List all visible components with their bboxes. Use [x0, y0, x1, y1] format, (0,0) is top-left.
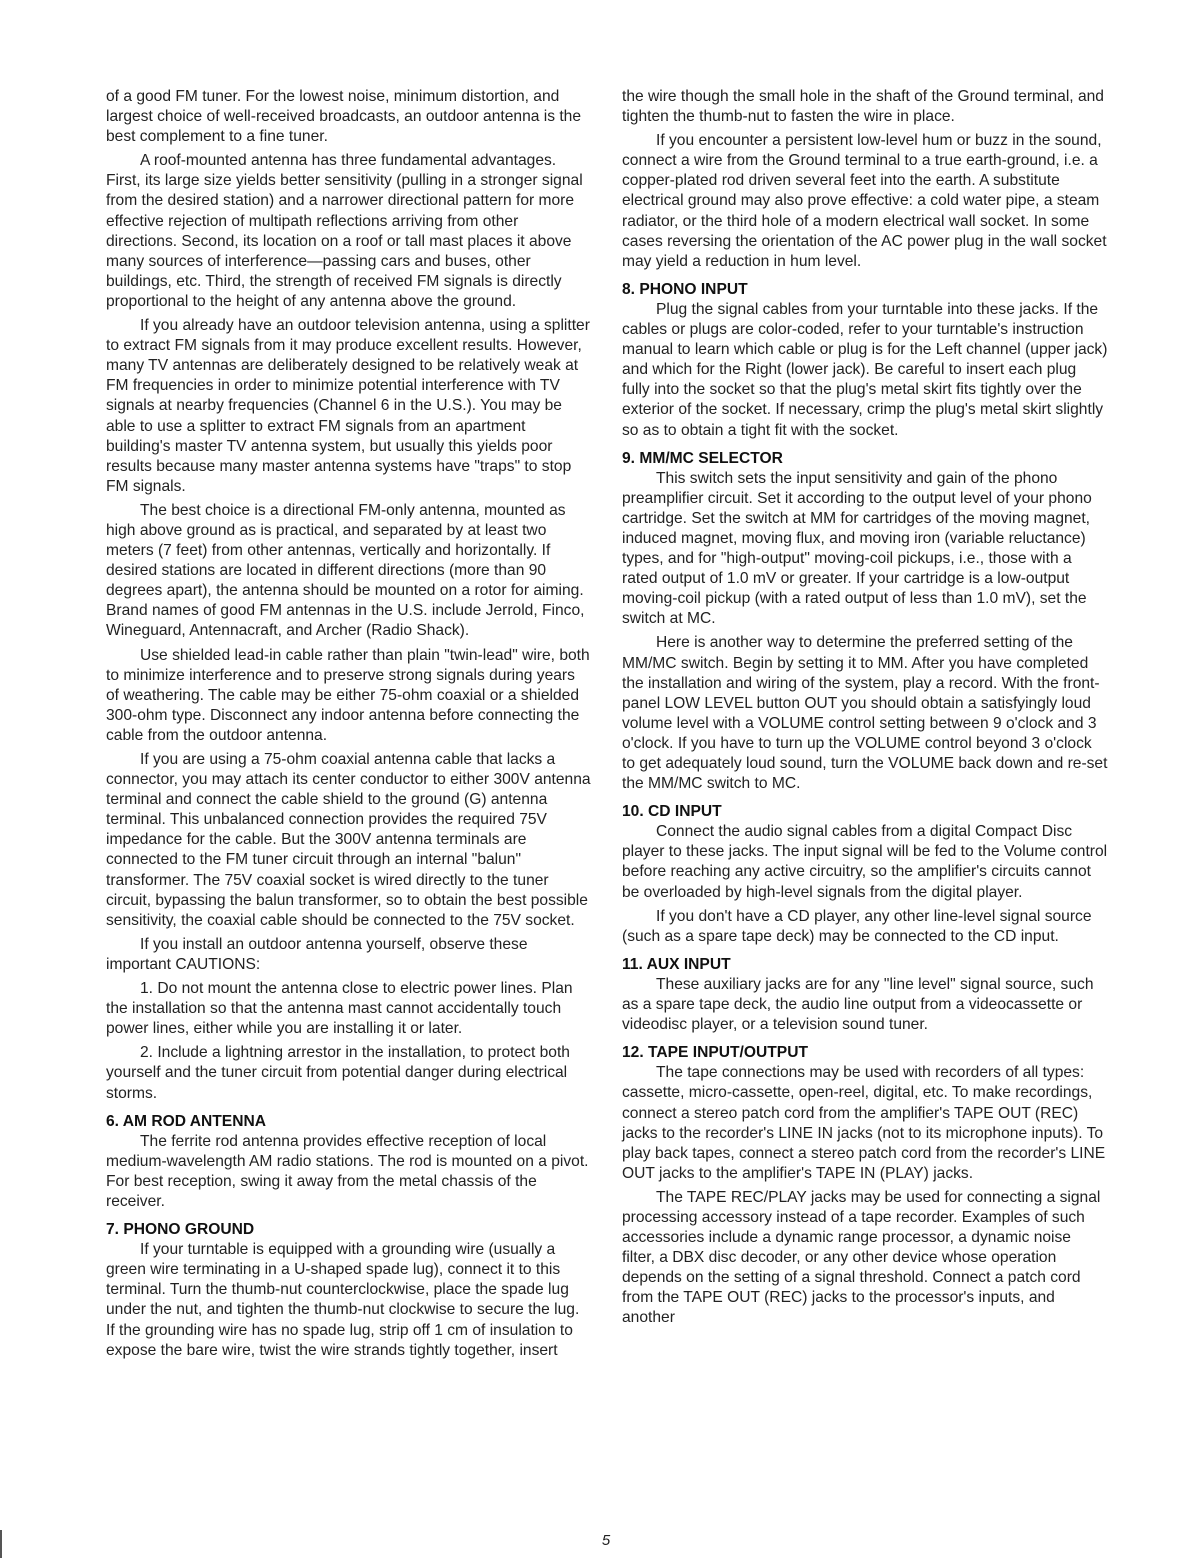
paragraph: Here is another way to determine the preferred setting of the MM/MC switch. Begin by setting it to MM. After you have completed the installation and wiring of the system, play a record. With the front-panel LOW LEVEL button OUT you should obtain a satisfyingly loud volume level with a VOLUME control setting between 9 o'clock and 3 o'clock. If you have to turn up the VOLUME control beyond 3 o'clock to get adequately loud sound, turn the VOLUME back down and re-set the MM/MC switch to MC.: [622, 634, 1108, 793]
paragraph: This switch sets the input sensitivity and gain of the phono preamplifier circuit. Set it according to the output level of your phono cartridge. Set the switch at MM for cartridges of the moving magnet, induced magnet, moving flux, and moving iron (variable reluctance) types, and for "high-output" moving-coil pickups, i.e., those with a rated output of 1.0 mV or greater. If your cartridge is a low-output moving-coil pickup (with a rated output of less than 1.0 mV), set the switch at MC.: [622, 469, 1092, 628]
paragraph: of a good FM tuner. For the lowest noise, minimum distortion, and largest choice of well-received broadcasts, an outdoor antenna is the best complement to a fine tuner.: [106, 88, 582, 146]
section-heading-phono-ground: 7. PHONO GROUND: [106, 1221, 255, 1239]
paragraph: the wire though the small hole in the shaft of the Ground terminal, and tighten the thumb-nut to fasten the wire in place.: [622, 88, 1104, 126]
section-heading-phono-input: 8. PHONO INPUT: [622, 280, 748, 298]
paragraph: Plug the signal cables from your turntable into these jacks. If the cables or plugs are color-coded, refer to your turntable's instruction manual to learn which cable or plug is for the Left channel (upper jack) and which for the Right (lower jack). Be careful to insert each plug fully into the socket so that the plug's metal skirt fits tightly over the exterior of the socket. If necessary, crimp the plug's metal skirt slightly so as to obtain a tight fit with the socket.: [622, 300, 1108, 439]
section-heading-am-rod-antenna: 6. AM ROD ANTENNA: [106, 1112, 266, 1130]
right-column: [622, 87, 1108, 1333]
paragraph: The tape connections may be used with recorders of all types: cassette, micro-cassette, open-reel, digital, etc. To make recordings, connect a stereo patch cord from the amplifier's TAPE OUT (REC) jacks to the recorder's LINE IN jacks (not to its microphone inputs). To play back tapes, connect a stereo patch cord from the recorder's LINE OUT jacks to the amplifier's TAPE IN (PLAY) jacks.: [622, 1064, 1106, 1182]
paragraph: The ferrite rod antenna provides effective reception of local medium-wavelength AM radio stations. The rod is mounted on a pivot. For best reception, swing it away from the metal chassis of the receiver.: [106, 1132, 589, 1210]
section-heading-tape-input-output: 12. TAPE INPUT/OUTPUT: [622, 1044, 808, 1062]
paragraph: If you don't have a CD player, any other line-level signal source (such as a spare tape deck) may be connected to the CD input.: [622, 907, 1092, 945]
paragraph: If you already have an outdoor television antenna, using a splitter to extract FM signals from it may produce excellent results. However, many TV antennas are deliberately designed to be relatively weak at FM frequencies in order to minimize potential interference with TV signals at nearby frequencies (Channel 6 in the U.S.). You may be able to use a splitter to extract FM signals from an apartment building's master TV antenna system, but usually this yields poor results because many master antenna systems have "traps" to stop FM signals.: [106, 317, 590, 495]
paragraph: If your turntable is equipped with a grounding wire (usually a green wire terminating in a U-shaped spade lug), connect it to this terminal. Turn the thumb-nut counterclockwise, place the spade lug under the nut, and tighten the thumb-nut clockwise to secure the lug. If the grounding wire has no spade lug, strip off 1 cm of insulation to expose the bare wire, twist the wire strands tightly together, insert: [106, 1241, 580, 1359]
paragraph: Use shielded lead-in cable rather than plain "twin-lead" wire, both to minimize interference and to preserve strong signals during years of weathering. The cable may be either 75-ohm coaxial or a shielded 300-ohm type. Disconnect any indoor antenna before connecting the cable from the outdoor antenna.: [106, 646, 590, 744]
paragraph: The TAPE REC/PLAY jacks may be used for connecting a signal processing accessory instead of a tape recorder. Examples of such accessories include a dynamic range processor, a dynamic noise filter, a DBX disc decoder, or any other device whose operation depends on the setting of a signal threshold. Connect a patch cord from the TAPE OUT (REC) jacks to the processor's inputs, and another: [622, 1188, 1101, 1327]
page-number: 5: [601, 1532, 611, 1549]
paragraph: Connect the audio signal cables from a digital Compact Disc player to these jacks. The input signal will be fed to the Volume control before reaching any active circuitry, so the amplifier's circuits cannot be overloaded by high-level signals from the digital player.: [622, 823, 1108, 901]
paragraph: These auxiliary jacks are for any "line level" signal source, such as a spare tape deck, the audio line output from a videocassette or videodisc player, or a television sound tuner.: [622, 975, 1094, 1034]
left-column: [106, 87, 592, 1365]
paragraph: If you are using a 75-ohm coaxial antenna cable that lacks a connector, you may attach its center conductor to either 300V antenna terminal and connect the cable shield to the ground (G) antenna terminal. This unbalanced connection provides the required 75V impedance for the cable. But the 300V antenna terminals are connected to the FM tuner circuit through an internal "balun" transformer. The 75V coaxial socket is wired directly to the tuner circuit, bypassing the balun transformer, so to obtain the best possible sensitivity, the coaxial cable should be connected to the 75V socket.: [106, 751, 591, 929]
caution-item: 2. Include a lightning arrestor in the installation, to protect both yourself and the tuner circuit from potential danger during electrical storms.: [106, 1044, 570, 1102]
paragraph: The best choice is a directional FM-only antenna, mounted as high above ground as is practical, and separated by at least two meters (7 feet) from other antennas, vertically and horizontally. If desired stations are located in different directions (more than 90 degrees apart), the antenna should be mounted on a rotor for aiming. Brand names of good FM antennas in the U.S. include Jerrold, Finco, Wineguard, Antennacraft, and Archer (Radio Shack).: [106, 501, 585, 640]
caution-item: 1. Do not mount the antenna close to electric power lines. Plan the installation so that the antenna mast cannot accidentally touch power lines, either while you are installing it or later.: [106, 980, 573, 1038]
section-heading-mm-mc-selector: 9. MM/MC SELECTOR: [622, 449, 783, 467]
section-heading-cd-input: 10. CD INPUT: [622, 803, 722, 821]
paragraph: If you install an outdoor antenna yourself, observe these important CAUTIONS:: [106, 935, 528, 973]
scan-edge-mark: [0, 1530, 2, 1558]
section-heading-aux-input: 11. AUX INPUT: [622, 955, 731, 973]
paragraph: If you encounter a persistent low-level hum or buzz in the sound, connect a wire from the Ground terminal to a true earth-ground, i.e. a copper-plated rod driven several feet into the earth. A substitute electrical ground may also prove effective: a cold water pipe, a steam radiator, or the third hole of a modern electrical wall socket. In some cases reversing the orientation of the AC power plug in the wall socket may yield a reduction in hum level.: [622, 132, 1107, 270]
paragraph: A roof-mounted antenna has three fundamental advantages. First, its large size yields better sensitivity (pulling in a stronger signal from the desired station) and a narrower directional pattern for more effective rejection of multipath reflections arriving from other directions. Second, its location on a roof or tall mast places it above many sources of interference—passing cars and buses, other buildings, etc. Third, the strength of received FM signals is directly proportional to the height of any antenna above the ground.: [106, 152, 583, 310]
